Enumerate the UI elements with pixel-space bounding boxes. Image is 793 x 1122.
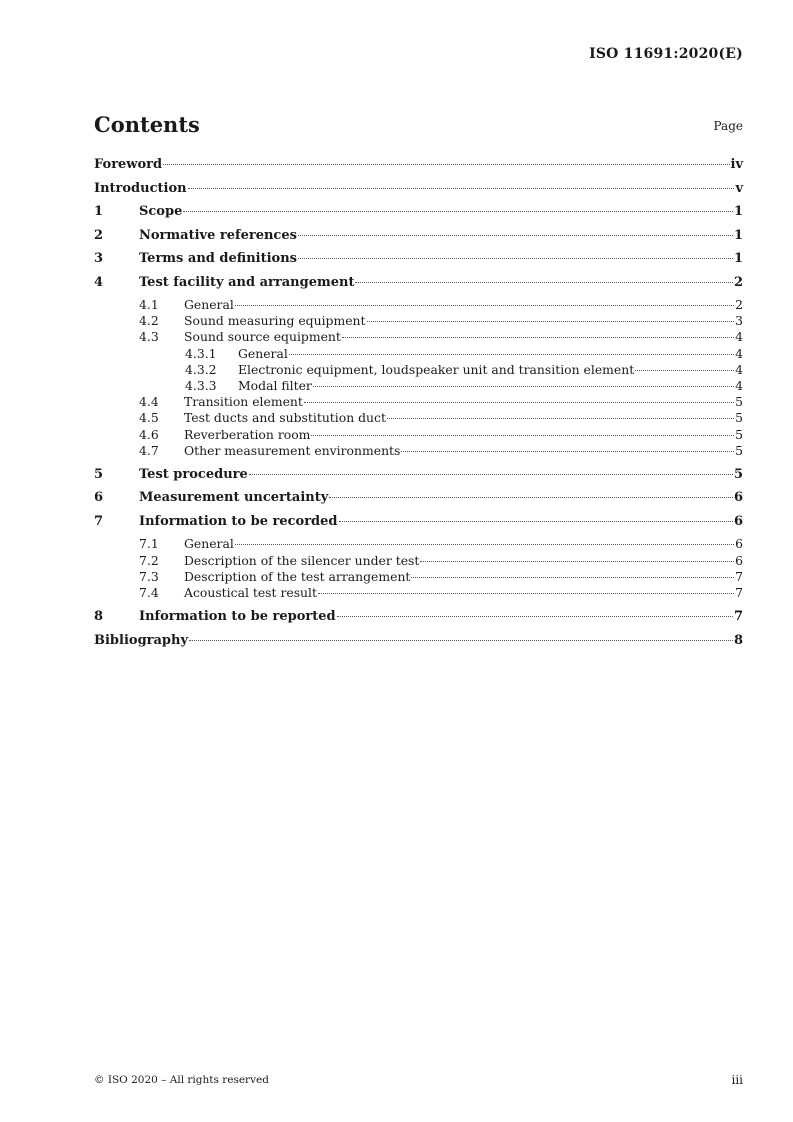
toc-entry-label: Introduction [94,180,187,196]
dot-leader [298,258,733,259]
toc-entry-number: 7.1 [139,536,159,552]
toc-entry-number: 4.5 [139,410,159,426]
toc-entry[interactable] [94,250,743,274]
dot-leader [249,474,733,475]
toc-entry-page: v [735,180,743,196]
dot-leader [189,640,733,641]
dot-leader [401,451,734,452]
toc-entry[interactable] [94,274,743,298]
document-id: ISO 11691:2020(E) [589,46,743,62]
toc-entry[interactable] [94,489,743,513]
table-of-contents [94,156,743,655]
toc-entry-number: 4.1 [139,297,159,312]
page-title: Contents [94,112,200,137]
toc-entry[interactable] [94,378,743,394]
toc-entry-number: 4.6 [139,426,159,442]
toc-entry[interactable] [94,443,743,459]
toc-entry[interactable] [94,569,743,585]
dot-leader [387,418,734,419]
dot-leader [337,616,733,617]
toc-entry-number: 7.4 [139,584,159,600]
toc-entry-number: 4.3.1 [185,345,217,361]
toc-entry-label: Information to be reported [139,609,336,625]
toc-entry[interactable] [94,313,743,329]
toc-entry-page: 4 [735,361,743,377]
toc-entry-label: General [238,345,288,361]
toc-entry-number: 4.2 [139,313,159,329]
toc-entry-page: 1 [733,251,743,266]
dot-leader [163,164,729,165]
toc-entry[interactable] [94,632,743,656]
toc-entry-page: 4 [735,345,743,361]
toc-entry-page: 5 [735,394,743,410]
toc-entry[interactable] [94,227,743,251]
toc-entry-page: 1 [733,227,743,243]
toc-entry-page: 6 [735,536,743,552]
dot-leader [367,321,735,322]
toc-entry-page: 3 [735,313,743,329]
toc-entry-number: 8 [94,609,104,625]
toc-entry-label: Sound source equipment [184,329,341,345]
toc-entry-label: Bibliography [94,632,189,648]
toc-entry-number: 4.4 [139,394,159,410]
toc-entry[interactable] [94,585,743,601]
toc-entry[interactable] [94,362,743,378]
toc-entry[interactable] [94,156,743,180]
dot-leader [339,521,733,522]
toc-entry-number: 4.3.3 [185,377,217,393]
dot-leader [420,561,734,562]
toc-entry-label: Transition element [184,394,303,410]
toc-entry-number: 7 [94,513,104,529]
toc-entry-number: 1 [94,204,104,219]
toc-entry-page: 2 [735,297,743,312]
dot-leader [411,577,734,578]
dot-leader [318,593,734,594]
toc-entry[interactable] [94,329,743,345]
toc-entry-number: 4.3.2 [185,361,217,377]
toc-entry-page: 5 [735,426,743,442]
page-column-label: Page [713,119,743,133]
toc-entry-page: 5 [733,466,743,482]
toc-entry[interactable] [94,466,743,490]
toc-entry-label: Electronic equipment, loudspeaker unit and transition element [238,361,635,377]
toc-entry-label: Measurement uncertainty [139,490,329,506]
toc-entry-number: 7.3 [139,568,159,584]
toc-entry[interactable] [94,180,743,204]
toc-entry-label: Description of the test arrangement [184,568,411,584]
toc-entry[interactable] [94,394,743,410]
toc-entry-page: iv [730,157,743,172]
dot-leader [304,402,734,403]
dot-leader [298,235,733,236]
dot-leader [311,435,734,436]
toc-entry-page: 7 [735,568,743,584]
toc-entry[interactable] [94,346,743,362]
toc-entry-label: Terms and definitions [139,251,297,266]
dot-leader [635,370,734,371]
dot-leader [235,544,734,545]
toc-entry-number: 7.2 [139,552,159,568]
toc-entry[interactable] [94,553,743,569]
toc-entry-page: 6 [735,552,743,568]
toc-entry-page: 4 [735,377,743,393]
toc-entry-label: Normative references [139,227,297,243]
toc-entry-label: General [184,536,234,552]
toc-entry-page: 5 [735,442,743,458]
toc-entry-number: 2 [94,227,104,243]
toc-entry-label: Foreword [94,157,163,172]
toc-entry-page: 6 [733,513,743,529]
copyright-notice: © ISO 2020 – All rights reserved [94,1074,269,1086]
toc-entry-page: 2 [733,274,743,290]
toc-entry-label: Description of the silencer under test [184,552,420,568]
toc-entry-label: Other measurement environments [184,442,401,458]
toc-entry-label: Scope [139,204,183,219]
toc-entry-label: Test facility and arrangement [139,274,355,290]
dot-leader [329,497,733,498]
toc-entry[interactable] [94,536,743,552]
toc-entry-label: Information to be recorded [139,513,338,529]
toc-entry-page: 6 [733,490,743,506]
toc-entry[interactable] [94,410,743,426]
toc-entry-number: 6 [94,490,104,506]
toc-entry-page: 4 [735,329,743,345]
dot-leader [235,305,734,306]
toc-entry-number: 4.7 [139,442,159,458]
toc-entry-number: 4 [94,274,104,290]
toc-entry-number: 3 [94,251,104,266]
page-number: iii [731,1073,743,1087]
toc-entry-page: 1 [733,204,743,219]
toc-entry-page: 7 [733,609,743,625]
toc-entry-label: Test ducts and substitution duct [184,410,386,426]
dot-leader [289,354,734,355]
toc-entry[interactable] [94,608,743,632]
dot-leader [313,386,734,387]
toc-entry-label: General [184,297,234,312]
dot-leader [188,188,735,189]
toc-entry[interactable] [94,203,743,227]
toc-entry-number: 4.3 [139,329,159,345]
dot-leader [183,211,733,212]
toc-entry-label: Test procedure [139,466,248,482]
dot-leader [355,282,732,283]
toc-entry-page: 5 [735,410,743,426]
toc-entry-label: Sound measuring equipment [184,313,366,329]
toc-entry-page: 7 [735,584,743,600]
toc-entry[interactable] [94,427,743,443]
toc-entry[interactable] [94,297,743,313]
toc-entry-number: 5 [94,466,104,482]
toc-entry-label: Reverberation room [184,426,311,442]
dot-leader [342,337,734,338]
toc-entry-page: 8 [733,632,743,648]
toc-entry-label: Modal filter [238,377,312,393]
toc-entry-label: Acoustical test result [184,584,317,600]
toc-entry[interactable] [94,513,743,537]
